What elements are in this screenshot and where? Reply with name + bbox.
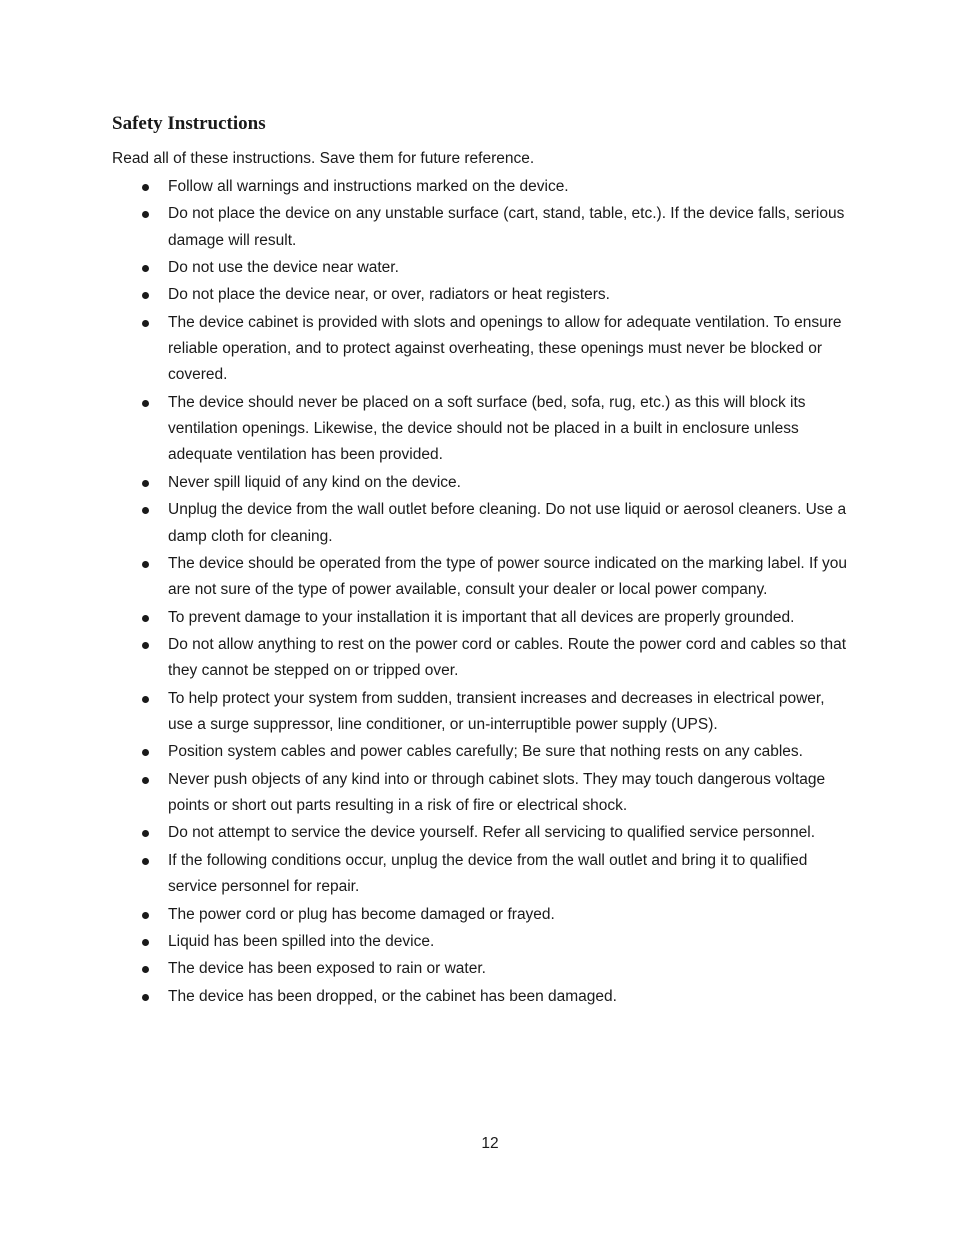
list-item	[140, 551, 850, 604]
list-item-text: Position system cables and power cables carefully; Be sure that nothing rests on any cables.	[168, 743, 803, 761]
list-item	[140, 605, 850, 631]
bullet-icon	[142, 400, 149, 407]
list-item-text: If the following conditions occur, unplug the device from the wall outlet and bring it to qualified service personnel for repair.	[168, 851, 808, 896]
list-item	[140, 282, 850, 308]
section-heading: Safety Instructions	[112, 113, 266, 134]
list-item	[140, 820, 850, 846]
list-item-text: The device should never be placed on a soft surface (bed, sofa, rug, etc.) as this will block its ventilation openings. Likewise, the device should not be placed in a built in enclosure unless adequate ventilation has been provided.	[168, 393, 806, 464]
bullet-icon	[142, 184, 149, 191]
list-item	[140, 984, 850, 1010]
bullet-icon	[142, 211, 149, 218]
list-item-text: To prevent damage to your installation it is important that all devices are properly grounded.	[168, 608, 795, 626]
list-item	[140, 686, 850, 739]
safety-instructions-list	[140, 174, 850, 1011]
list-item-text: To help protect your system from sudden, transient increases and decreases in electrical power, use a surge suppressor, line conditioner, or un-interruptible power supply (UPS).	[168, 689, 825, 733]
list-item	[140, 390, 850, 469]
list-item-text: Follow all warnings and instructions marked on the device.	[168, 178, 569, 195]
bullet-icon	[142, 858, 149, 865]
bullet-icon	[142, 966, 149, 973]
page-number: 12	[481, 1135, 499, 1152]
list-item-text: The device has been dropped, or the cabinet has been damaged.	[168, 987, 617, 1005]
list-item	[140, 201, 850, 254]
list-item-text: The power cord or plug has become damaged or frayed.	[168, 905, 555, 923]
bullet-icon	[142, 642, 149, 649]
list-item	[140, 848, 850, 901]
list-item-text: Do not place the device on any unstable surface (cart, stand, table, etc.). If the device falls, serious damage will result.	[168, 205, 845, 249]
list-item	[140, 956, 850, 982]
bullet-icon	[142, 292, 149, 299]
list-item-text: The device cabinet is provided with slots and openings to allow for adequate ventilation. To ensure reliable operation, and to protect against overheating, these openings must never be blocked or covered.	[168, 313, 842, 384]
list-item-text: Do not use the device near water.	[168, 259, 399, 277]
list-item-text: The device has been exposed to rain or water.	[168, 960, 486, 978]
list-item	[140, 174, 850, 200]
bullet-icon	[142, 994, 149, 1001]
bullet-icon	[142, 265, 149, 272]
bullet-icon	[142, 696, 149, 703]
list-item-text: The device should be operated from the type of power source indicated on the marking label. If you are not sure of the type of power available, consult your dealer or local power company.	[168, 554, 847, 599]
list-item-text: Do not place the device near, or over, radiators or heat registers.	[168, 286, 610, 304]
bullet-icon	[142, 615, 149, 622]
list-item	[140, 929, 850, 955]
list-item	[140, 739, 850, 765]
bullet-icon	[142, 561, 149, 568]
bullet-icon	[142, 912, 149, 919]
list-item	[140, 632, 850, 685]
list-item	[140, 902, 850, 928]
list-item-text: Never spill liquid of any kind on the device.	[168, 473, 461, 491]
list-item	[140, 310, 850, 389]
list-item	[140, 767, 850, 820]
bullet-icon	[142, 777, 149, 784]
list-item	[140, 470, 850, 496]
list-item-text: Do not allow anything to rest on the power cord or cables. Route the power cord and cables so that they cannot be stepped on or tripped over.	[168, 635, 847, 680]
bullet-icon	[142, 320, 149, 327]
list-item-text: Unplug the device from the wall outlet before cleaning. Do not use liquid or aerosol cleaners. Use a damp cloth for cleaning.	[168, 501, 847, 545]
list-item-text: Never push objects of any kind into or through cabinet slots. They may touch dangerous voltage points or short out parts resulting in a risk of fire or electrical shock.	[168, 770, 826, 815]
bullet-icon	[142, 749, 149, 756]
list-item-text: Liquid has been spilled into the device.	[168, 932, 435, 950]
bullet-icon	[142, 480, 149, 487]
intro-paragraph: Read all of these instructions. Save them for future reference.	[112, 150, 535, 167]
list-item	[140, 255, 850, 281]
list-item	[140, 497, 850, 550]
bullet-icon	[142, 507, 149, 514]
bullet-icon	[142, 830, 149, 837]
list-item-text: Do not attempt to service the device yourself. Refer all servicing to qualified service personnel.	[168, 824, 816, 842]
bullet-icon	[142, 939, 149, 946]
